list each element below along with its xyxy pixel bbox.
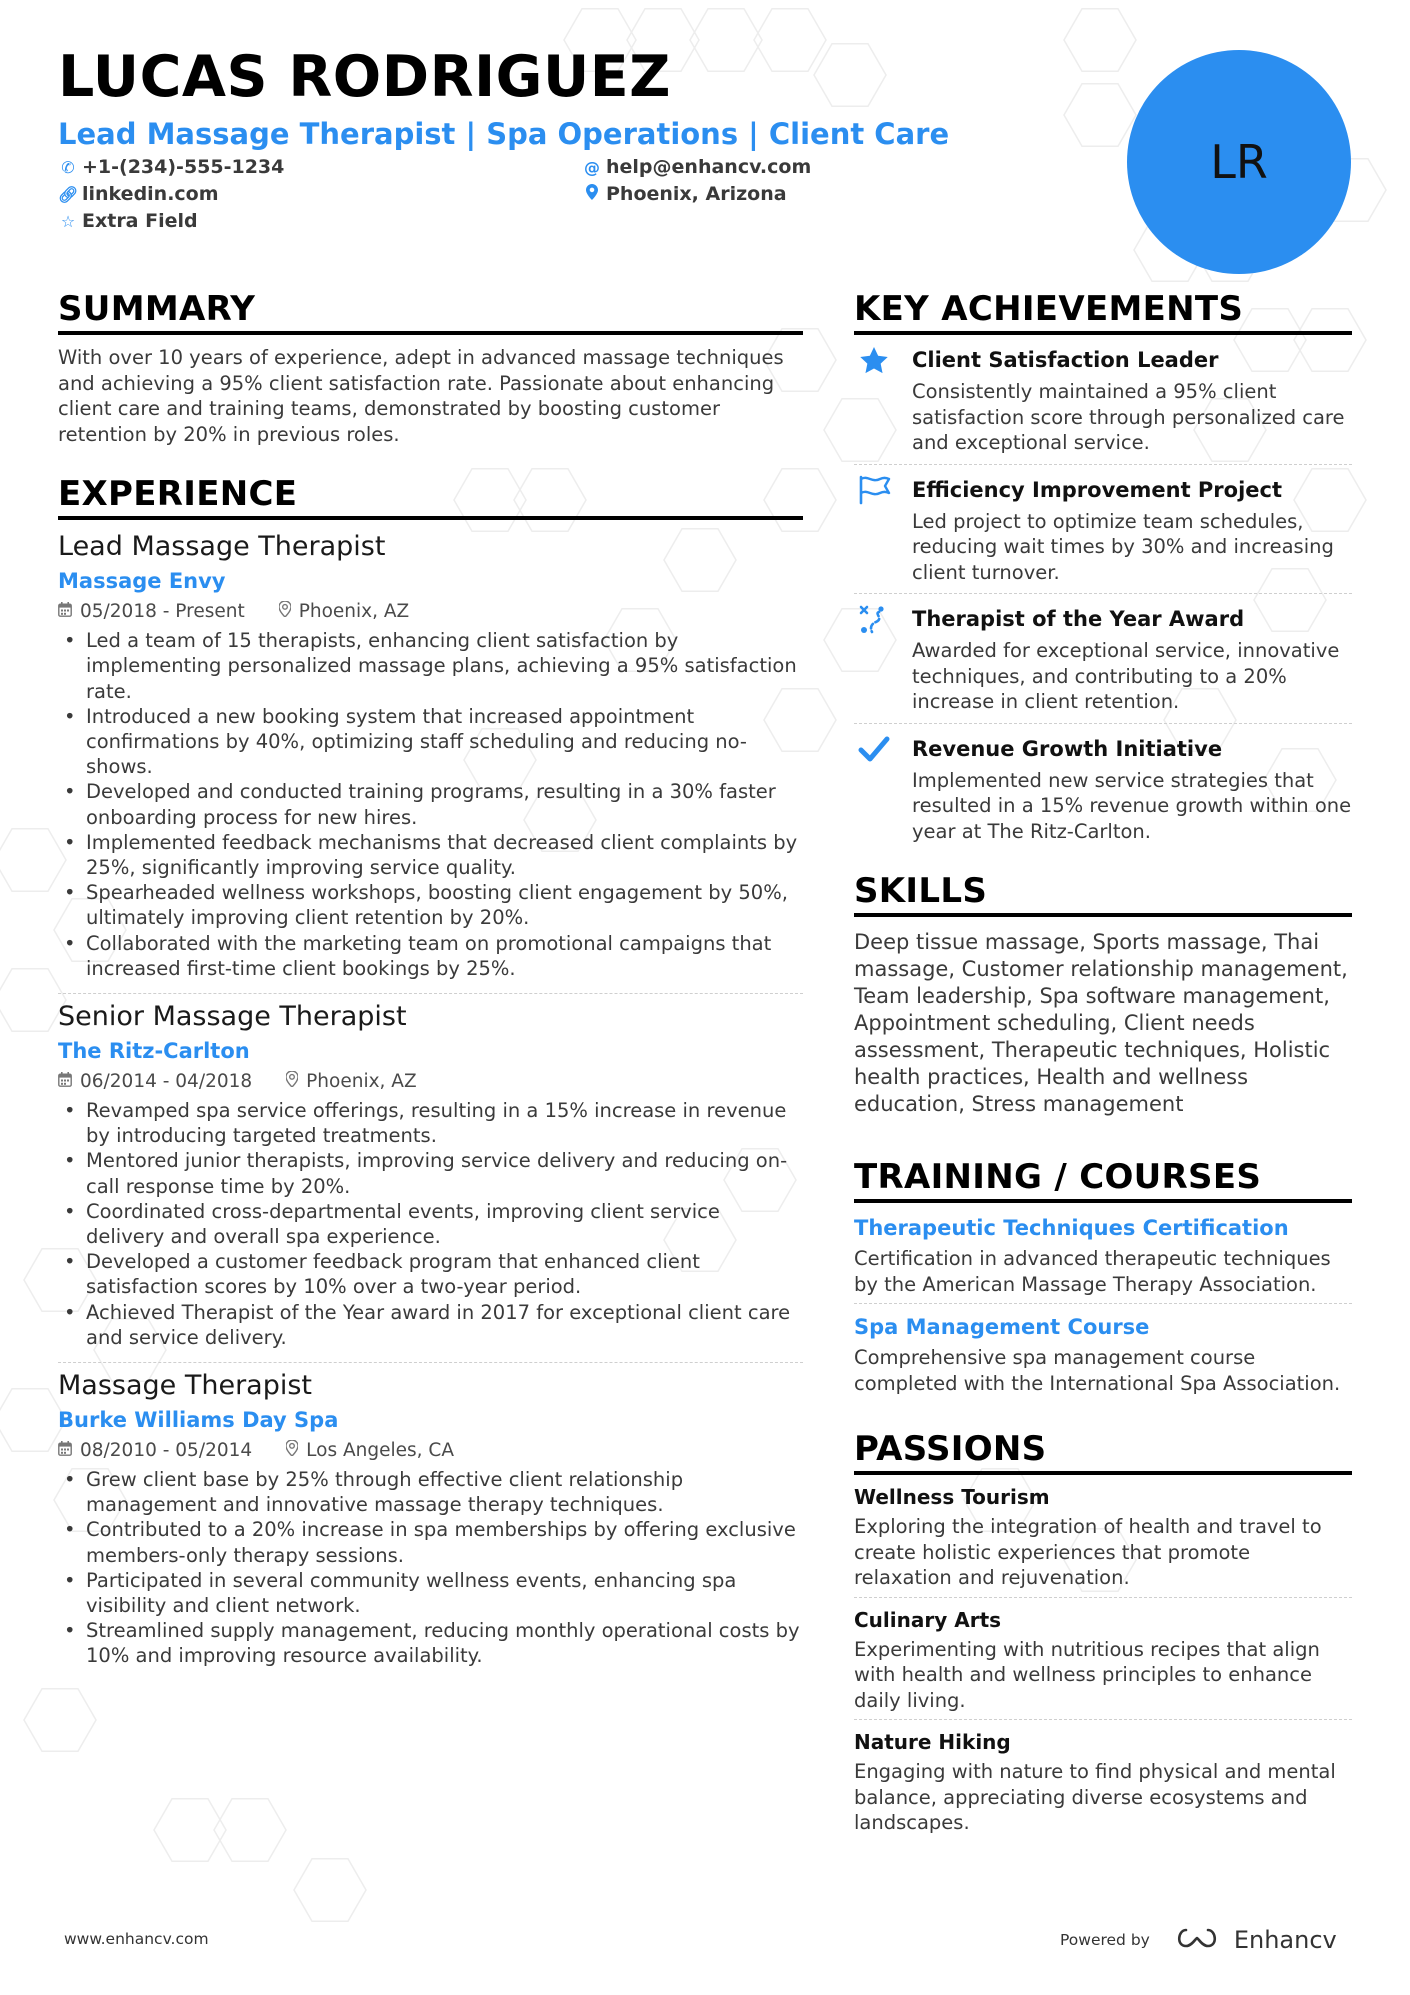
contact-phone[interactable] <box>58 156 284 178</box>
bullet-item: • Spearheaded wellness workshops, boosting client engagement by 50%, ultimately improving client retention by 20%. <box>58 880 803 930</box>
passions-list <box>854 1481 1352 1842</box>
section-divider <box>854 1719 1352 1720</box>
footer-branding[interactable] <box>1060 1926 1337 1954</box>
experience-entry <box>58 530 803 987</box>
bullet-item: • Led a team of 15 therapists, enhancing client satisfaction by implementing personalized massage plans, achieving a 95% satisfaction rate. <box>58 628 803 704</box>
passion-title: Culinary Arts <box>854 1607 1002 1632</box>
bullet-item: • Collaborated with the marketing team on promotional campaigns that increased first-time client bookings by 25%. <box>58 931 803 981</box>
skills-text: Deep tissue massage, Sports massage, Thai massage, Customer relationship management, Team leadership, Spa software management, Appointment scheduling, Client needs assessment, Therapeutic techniques, Holistic health practices, Health and wellness education, Stress management <box>854 930 1348 1117</box>
job-title: Massage Therapist <box>58 1370 313 1402</box>
achievement-text <box>912 475 1352 586</box>
bullet-item: • Contributed to a 20% increase in spa memberships by offering exclusive members-only therapy sessions. <box>58 1517 803 1567</box>
achievement-text <box>912 734 1352 845</box>
bullet-item: • Streamlined supply management, reducing monthly operational costs by 10% and improving resource availability. <box>58 1618 803 1668</box>
candidate-name: LUCAS RODRIGUEZ <box>58 44 672 110</box>
link-icon: 🔗︎ <box>58 184 79 204</box>
powered-by-label: Powered by <box>1060 1931 1150 1949</box>
job-dates: 06/2014 - 04/2018 <box>80 1071 253 1093</box>
achievement-title: Client Satisfaction Leader <box>912 348 1219 373</box>
job-meta <box>58 1068 803 1096</box>
achievement-item <box>854 335 1352 462</box>
right-column <box>854 290 1352 1842</box>
achievement-description: Consistently maintained a 95% client satisfaction score through personalized care and exceptional service. <box>912 380 1345 455</box>
location-pin-icon <box>286 1437 298 1465</box>
contact-email[interactable] <box>582 156 811 178</box>
enhancv-logo-icon <box>1174 1927 1220 1953</box>
star-icon <box>854 345 912 456</box>
course-description: Comprehensive spa management course completed with the International Spa Association. <box>854 1346 1341 1395</box>
experience-heading: EXPERIENCE <box>58 475 803 520</box>
job-meta <box>58 1437 803 1465</box>
achievement-description: Awarded for exceptional service, innovative techniques, and contributing to a 20% increase in client retention. <box>912 639 1340 714</box>
hexagon-decoration <box>1064 9 1136 71</box>
hexagon-decoration <box>0 969 66 1031</box>
achievement-text <box>912 345 1352 456</box>
experience-list <box>58 530 803 1675</box>
company-name[interactable]: Burke Williams Day Spa <box>58 1408 339 1433</box>
calendar-icon <box>58 1068 72 1096</box>
passion-item <box>854 1726 1352 1842</box>
achievements-heading: KEY ACHIEVEMENTS <box>854 290 1352 335</box>
phone-text: +1-(234)-555-1234 <box>82 156 285 178</box>
at-icon: @ <box>584 157 600 177</box>
calendar-icon <box>58 1437 72 1465</box>
job-title: Senior Massage Therapist <box>58 1001 407 1033</box>
bullet-item: • Achieved Therapist of the Year award in 2017 for exceptional client care and service delivery. <box>58 1300 803 1350</box>
avatar-initials: LR <box>1210 135 1268 189</box>
section-divider <box>58 993 803 994</box>
passions-heading: PASSIONS <box>854 1430 1352 1475</box>
achievement-description: Led project to optimize team schedules, reducing wait times by 30% and increasing client turnover. <box>912 509 1334 584</box>
phone-icon: ✆ <box>61 157 75 177</box>
experience-entry <box>58 1369 803 1675</box>
calendar-icon <box>58 598 72 626</box>
footer-website[interactable]: www.enhancv.com <box>64 1930 209 1948</box>
training-heading: TRAINING / COURSES <box>854 1158 1352 1203</box>
achievement-description: Implemented new service strategies that resulted in a 15% revenue growth within one year at The Ritz-Carlton. <box>912 768 1352 843</box>
left-column <box>58 290 803 1675</box>
flag-icon <box>854 475 912 586</box>
achievement-title: Revenue Growth Initiative <box>912 736 1223 761</box>
star-outline-icon: ☆ <box>60 211 76 231</box>
bullet-item: • Introduced a new booking system that increased appointment confirmations by 40%, optimizing staff scheduling and reducing no-shows. <box>58 704 803 780</box>
company-name[interactable]: Massage Envy <box>58 569 226 594</box>
bullet-item: • Grew client base by 25% through effective client relationship management and innovative massage therapy techniques. <box>58 1467 803 1517</box>
skills-heading: SKILLS <box>854 872 1352 917</box>
headline: Lead Massage Therapist | Spa Operations | Client Care <box>58 117 950 151</box>
job-location: Phoenix, AZ <box>306 1071 417 1093</box>
passion-description: Engaging with nature to find physical and mental balance, appreciating diverse ecosystems and landscapes. <box>854 1760 1336 1835</box>
job-bullets <box>58 1467 803 1669</box>
achievement-title: Efficiency Improvement Project <box>912 477 1283 502</box>
contact-extra <box>58 210 198 232</box>
job-location: Phoenix, AZ <box>298 601 410 623</box>
job-location: Los Angeles, CA <box>306 1440 454 1462</box>
achievement-title: Therapist of the Year Award <box>912 607 1245 632</box>
job-title: Lead Massage Therapist <box>58 531 386 563</box>
bullet-item: • Revamped spa service offerings, resulting in a 15% increase in revenue by introducing targeted treatments. <box>58 1098 803 1148</box>
experience-entry <box>58 1000 803 1356</box>
hexagon-decoration <box>690 9 762 71</box>
hexagon-decoration <box>154 1799 226 1861</box>
hexagon-decoration <box>1064 84 1136 146</box>
brand-name: Enhancv <box>1233 1926 1337 1954</box>
section-divider <box>854 1303 1352 1304</box>
location-pin-icon <box>286 1068 298 1096</box>
extra-text: Extra Field <box>82 210 198 232</box>
hexagon-decoration <box>214 1799 286 1861</box>
bullet-item: • Implemented feedback mechanisms that decreased client complaints by 25%, significantly improving service quality. <box>58 830 803 880</box>
hexagon-decoration <box>294 1859 366 1921</box>
bullet-item: • Developed a customer feedback program that enhanced client satisfaction scores by 10% over a two-year period. <box>58 1249 803 1299</box>
location-pin-icon <box>582 184 602 204</box>
contact-location <box>582 183 787 205</box>
bullet-item: • Participated in several community wellness events, enhancing spa visibility and client network. <box>58 1568 803 1618</box>
achievement-item <box>854 594 1352 721</box>
course-item <box>854 1209 1352 1303</box>
location-text: Phoenix, Arizona <box>606 183 787 205</box>
passion-title: Wellness Tourism <box>854 1485 1050 1510</box>
job-meta <box>58 598 803 626</box>
job-bullets <box>58 1098 803 1350</box>
achievements-list <box>854 335 1352 850</box>
hexagon-decoration <box>0 829 66 891</box>
hexagon-decoration <box>24 1689 96 1751</box>
linkedin-text: linkedin.com <box>82 183 219 205</box>
bullet-item: • Coordinated cross-departmental events, improving client service delivery and overall spa experience. <box>58 1199 803 1249</box>
email-text: help@enhancv.com <box>606 156 812 178</box>
bullet-item: • Developed and conducted training programs, resulting in a 30% faster onboarding process for new hires. <box>58 779 803 829</box>
achievement-item <box>854 724 1352 851</box>
training-list <box>854 1209 1352 1402</box>
section-divider <box>854 1597 1352 1598</box>
job-bullets <box>58 628 803 981</box>
passion-item <box>854 1604 1352 1720</box>
course-description: Certification in advanced therapeutic techniques by the American Massage Therapy Association. <box>854 1247 1331 1296</box>
job-dates: 08/2010 - 05/2014 <box>80 1440 253 1462</box>
bullet-item: • Mentored junior therapists, improving service delivery and reducing on-call response time by 20%. <box>58 1148 803 1198</box>
avatar <box>1127 50 1351 274</box>
job-dates: 05/2018 - Present <box>80 601 245 623</box>
location-pin-icon <box>279 598 291 626</box>
contact-linkedin[interactable] <box>58 183 219 205</box>
course-title: Spa Management Course <box>854 1315 1150 1340</box>
summary-text: With over 10 years of experience, adept in advanced massage techniques and achieving a 95% client satisfaction rate. Passionate about enhancing client care and training teams, demonstrated by boosting customer retention by 20% in previous roles. <box>58 346 784 446</box>
achievement-text <box>912 604 1352 715</box>
hexagon-decoration <box>754 9 826 71</box>
hexagon-decoration <box>0 1389 66 1451</box>
passion-description: Experimenting with nutritious recipes that align with health and wellness principles to enhance daily living. <box>854 1637 1320 1712</box>
section-divider <box>58 1362 803 1363</box>
hexagon-decoration <box>814 44 886 106</box>
passion-item <box>854 1481 1352 1597</box>
achievement-item <box>854 465 1352 592</box>
summary-heading: SUMMARY <box>58 290 803 335</box>
passion-description: Exploring the integration of health and travel to create holistic experiences that promote relaxation and rejuvenation. <box>854 1515 1322 1590</box>
company-name[interactable]: The Ritz-Carlton <box>58 1039 250 1064</box>
route-icon <box>854 604 912 715</box>
passion-title: Nature Hiking <box>854 1730 1011 1755</box>
checkmark-icon <box>854 734 912 845</box>
course-title: Therapeutic Techniques Certification <box>854 1216 1289 1241</box>
course-item <box>854 1308 1352 1402</box>
